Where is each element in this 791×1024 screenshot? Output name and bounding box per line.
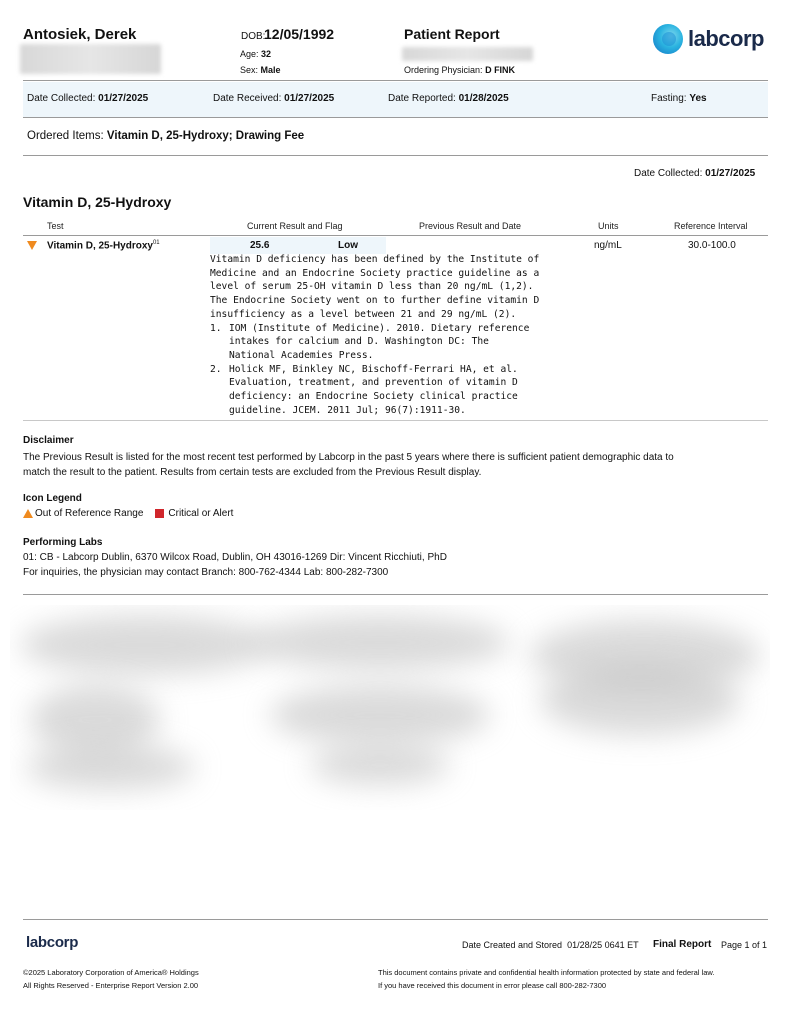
comment-line: level of serum 25-OH vitamin D less than 20 ng/mL (1,2). — [210, 281, 534, 293]
date-collected-value: 01/27/2025 — [98, 93, 149, 104]
reference-line: guideline. JCEM. 2011 Jul; 96(7):1911-30. — [229, 404, 466, 416]
footer-error-notice: If you have received this document in error please call 800-282-7300 — [378, 981, 607, 990]
out-of-range-up-icon — [23, 509, 33, 518]
date-collected-label: Date Collected: — [27, 93, 96, 104]
fasting — [651, 93, 707, 104]
result-highlight — [210, 237, 386, 254]
divider — [23, 594, 768, 595]
reference-line: deficiency: an Endocrine Society clinical practice — [229, 391, 518, 403]
result-value: 25.6 — [250, 240, 270, 251]
comment-line: Vitamin D deficiency has been defined by the Institute of — [210, 254, 540, 265]
reference-line: IOM (Institute of Medicine). 2010. Dietary reference — [229, 322, 530, 334]
performing-lab-ref: 01 — [152, 240, 160, 246]
reference-line: Evaluation, treatment, and prevention of vitamin D — [229, 377, 518, 389]
section-date-collected-value: 01/27/2025 — [705, 168, 756, 179]
performing-labs-heading: Performing Labs — [23, 537, 103, 548]
column-test: Test — [47, 221, 64, 231]
date-reported-value: 01/28/2025 — [458, 93, 509, 104]
labcorp-logo-icon — [653, 24, 683, 54]
footer-date-created: Date Created and Stored 01/28/25 0641 ET — [462, 940, 639, 950]
comment-line: insufficiency as a level between 21 and 29 ng/mL (2). — [210, 308, 517, 320]
report-title: Patient Report — [404, 26, 500, 42]
redacted-blob — [270, 685, 490, 745]
labcorp-logo-text: labcorp — [688, 26, 764, 51]
dob-label: DOB: — [241, 31, 266, 42]
divider — [23, 420, 768, 421]
reference-item — [210, 363, 580, 418]
reference-list — [210, 322, 580, 418]
footer-privacy-notice: This document contains private and confidential health information protected by state and federal law. — [378, 968, 715, 977]
divider — [23, 117, 768, 118]
comment-line: Medicine and an Endocrine Society practice guideline as a — [210, 267, 540, 279]
section-date-collected — [634, 168, 755, 179]
sex-line — [240, 65, 281, 75]
labcorp-logo — [653, 23, 764, 55]
test-name-text: Vitamin D, 25-Hydroxy — [47, 240, 153, 252]
comment-line: The Endocrine Society went on to further define vitamin D — [210, 295, 540, 307]
footer-divider — [23, 919, 768, 920]
sex-label: Sex: — [240, 65, 259, 75]
critical-square-icon — [155, 509, 164, 518]
redacted-blob — [250, 615, 510, 670]
redacted-patient-info — [20, 44, 161, 74]
footer-labcorp-logo: labcorp — [26, 934, 79, 951]
date-reported-label: Date Reported: — [388, 93, 456, 104]
ordered-items-value: Vitamin D, 25-Hydroxy; Drawing Fee — [106, 130, 305, 142]
fasting-value: Yes — [689, 93, 707, 104]
reference-number: 2. — [210, 363, 222, 375]
section-date-collected-label: Date Collected: — [634, 168, 703, 179]
physician-label: Ordering Physician: — [404, 65, 483, 75]
legend-critical: Critical or Alert — [168, 508, 234, 519]
redacted-blob — [310, 745, 450, 785]
footer-rights: All Rights Reserved - Enterprise Report Version 2.00 — [23, 981, 199, 990]
table-header-divider — [23, 235, 768, 236]
section-title: Vitamin D, 25-Hydroxy — [23, 194, 172, 210]
legend-out-of-range: Out of Reference Range — [35, 508, 144, 519]
age-line — [240, 49, 271, 59]
test-name — [47, 240, 160, 251]
reference-number: 1. — [210, 322, 222, 334]
footer-page-number: Page 1 of 1 — [721, 940, 768, 950]
icon-legend-heading: Icon Legend — [23, 493, 82, 504]
footer-final-report: Final Report — [653, 939, 712, 950]
date-received — [213, 93, 334, 104]
fasting-label: Fasting: — [651, 93, 687, 104]
divider — [23, 155, 768, 156]
performing-lab-line: 01: CB - Labcorp Dublin, 6370 Wilcox Road, Dublin, OH 43016-1269 Dir: Vincent Ricchiuti, PhD — [23, 552, 447, 563]
ordered-items-label: Ordered Items: — [27, 130, 104, 142]
disclaimer-heading: Disclaimer — [23, 435, 74, 446]
date-collected — [27, 93, 148, 104]
column-reference-interval: Reference Interval — [674, 221, 748, 231]
redacted-blob — [25, 745, 195, 790]
redacted-blob — [20, 615, 270, 675]
date-reported — [388, 93, 509, 104]
ordering-physician — [404, 65, 515, 75]
date-received-label: Date Received: — [213, 93, 282, 104]
ordered-items — [27, 130, 304, 142]
reference-line: intakes for calcium and D. Washington DC: The — [229, 336, 489, 348]
disclaimer-line: The Previous Result is listed for the most recent test performed by Labcorp in the past 5 years where there is sufficient patient demographic data to — [23, 452, 674, 463]
physician-value: D FINK — [485, 65, 516, 75]
age-value: 32 — [261, 49, 272, 59]
column-current-result: Current Result and Flag — [247, 221, 343, 231]
result-flag: Low — [338, 240, 358, 251]
out-of-range-down-icon — [27, 241, 37, 250]
result-comment — [210, 253, 580, 417]
dob-value: 12/05/1992 — [264, 26, 335, 42]
reference-item — [210, 322, 580, 363]
result-units: ng/mL — [594, 240, 622, 251]
disclaimer-text — [23, 450, 763, 480]
redacted-report-info — [402, 47, 533, 61]
divider — [23, 80, 768, 81]
age-label: Age: — [240, 49, 259, 59]
reference-interval: 30.0-100.0 — [688, 240, 736, 251]
inquiries-line: For inquiries, the physician may contact Branch: 800-762-4344 Lab: 800-282-7300 — [23, 567, 389, 578]
column-previous-result: Previous Result and Date — [419, 221, 522, 231]
footer-copyright: ©2025 Laboratory Corporation of America® Holdings — [23, 968, 199, 977]
column-units: Units — [598, 221, 619, 231]
disclaimer-line: match the result to the patient. Results from certain tests are excluded from the Previous Result display. — [23, 467, 482, 478]
redacted-region — [10, 605, 770, 810]
icon-legend — [23, 508, 233, 519]
reference-line: Holick MF, Binkley NC, Bischoff-Ferrari HA, et al. — [229, 363, 518, 375]
reference-line: National Academies Press. — [229, 349, 374, 361]
sex-value: Male — [260, 65, 281, 75]
patient-name: Antosiek, Derek — [23, 26, 137, 43]
redacted-blob — [540, 665, 740, 735]
date-received-value: 01/27/2025 — [284, 93, 335, 104]
